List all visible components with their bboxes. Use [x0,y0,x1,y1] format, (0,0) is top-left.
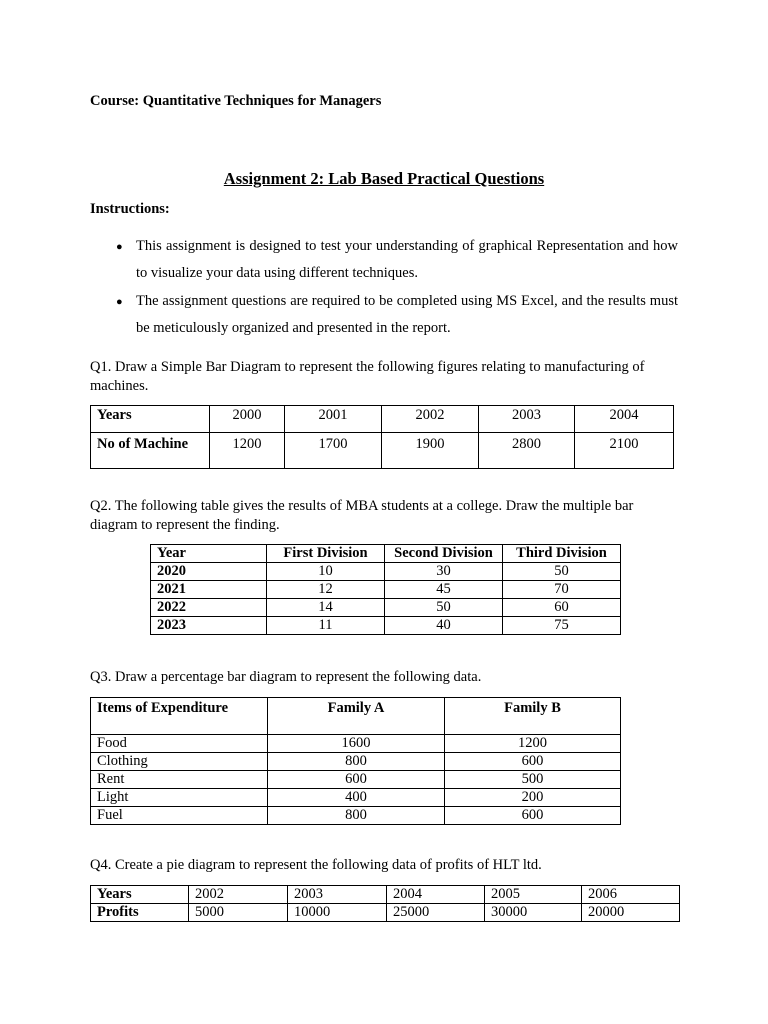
table-cell: Food [91,735,268,753]
table-header-cell: Years [91,406,210,433]
table-cell: 2004 [575,406,674,433]
table-row [151,617,621,635]
table-cell: 600 [445,753,621,771]
table-cell: 10000 [288,904,387,922]
table-cell: 60 [503,599,621,617]
table-cell: 45 [385,581,503,599]
table-cell: 2020 [151,563,267,581]
table-cell: 1200 [445,735,621,753]
table-cell: Clothing [91,753,268,771]
table-header-cell: Years [91,886,189,904]
table-row [91,753,621,771]
table-cell: 2003 [288,886,387,904]
table-header-cell: Year [151,545,267,563]
table-cell: 5000 [189,904,288,922]
assignment-title: Assignment 2: Lab Based Practical Questions [223,169,545,188]
table-header-cell: Items of Expenditure [91,698,268,735]
table-cell: 600 [445,807,621,825]
instruction-item: The assignment questions are required to be completed using MS Excel, and the results must be meticulously organized and presented in the report. [136,293,678,336]
table-cell: Light [91,789,268,807]
table-cell: 30000 [485,904,582,922]
question-1-text: Q1. Draw a Simple Bar Diagram to represent the following figures relating to manufacturing of machines. [90,359,645,394]
table-cell: 2000 [210,406,285,433]
table-cell: 2002 [382,406,479,433]
table-row [91,735,621,753]
table-cell: 2003 [479,406,575,433]
table-cell: 1700 [285,433,382,469]
table-cell: Fuel [91,807,268,825]
machines-table [90,405,674,469]
table-cell: 2004 [387,886,485,904]
table-cell: 1600 [268,735,445,753]
table-header-cell: No of Machine [91,433,210,469]
table-cell: 600 [268,771,445,789]
instruction-item: This assignment is designed to test your understanding of graphical Representation and how to visualize your data using different techniques. [136,238,678,281]
table-cell: 2100 [575,433,674,469]
table-cell: 70 [503,581,621,599]
table-row [91,789,621,807]
course-title: Course: Quantitative Techniques for Managers [90,93,382,109]
table-cell: 2023 [151,617,267,635]
table-cell: 11 [267,617,385,635]
table-row [91,771,621,789]
table-cell: 2022 [151,599,267,617]
table-cell: 14 [267,599,385,617]
table-header-cell: Third Division [503,545,621,563]
instructions-label: Instructions: [90,201,170,217]
table-cell: 200 [445,789,621,807]
table-cell: 10 [267,563,385,581]
results-table [150,544,621,635]
table-row [151,581,621,599]
table-cell: 2006 [582,886,680,904]
table-row [151,563,621,581]
profits-table [90,885,680,922]
table-row [91,807,621,825]
table-cell: 2002 [189,886,288,904]
table-cell: 20000 [582,904,680,922]
table-cell: 2021 [151,581,267,599]
question-2-text: Q2. The following table gives the results of MBA students at a college. Draw the multiple bar diagram to represent the finding. [90,498,634,533]
table-header-cell: Profits [91,904,189,922]
table-cell: 50 [385,599,503,617]
table-header-cell: Second Division [385,545,503,563]
table-header-cell: First Division [267,545,385,563]
table-cell: 2800 [479,433,575,469]
table-cell: 800 [268,807,445,825]
table-cell: 40 [385,617,503,635]
table-cell: 400 [268,789,445,807]
question-3-text: Q3. Draw a percentage bar diagram to represent the following data. [90,669,482,685]
table-header-cell: Family A [268,698,445,735]
table-row [151,599,621,617]
table-cell: 1200 [210,433,285,469]
table-cell: 500 [445,771,621,789]
table-cell: 2005 [485,886,582,904]
table-cell: 50 [503,563,621,581]
table-cell: 2001 [285,406,382,433]
table-cell: 30 [385,563,503,581]
expenditure-table [90,697,621,825]
table-cell: 800 [268,753,445,771]
table-cell: 12 [267,581,385,599]
table-header-cell: Family B [445,698,621,735]
table-cell: 1900 [382,433,479,469]
question-4-text: Q4. Create a pie diagram to represent the following data of profits of HLT ltd. [90,857,542,873]
table-cell: 25000 [387,904,485,922]
bullet-icon: ● [116,296,123,308]
bullet-icon: ● [116,241,123,253]
table-cell: 75 [503,617,621,635]
table-cell: Rent [91,771,268,789]
